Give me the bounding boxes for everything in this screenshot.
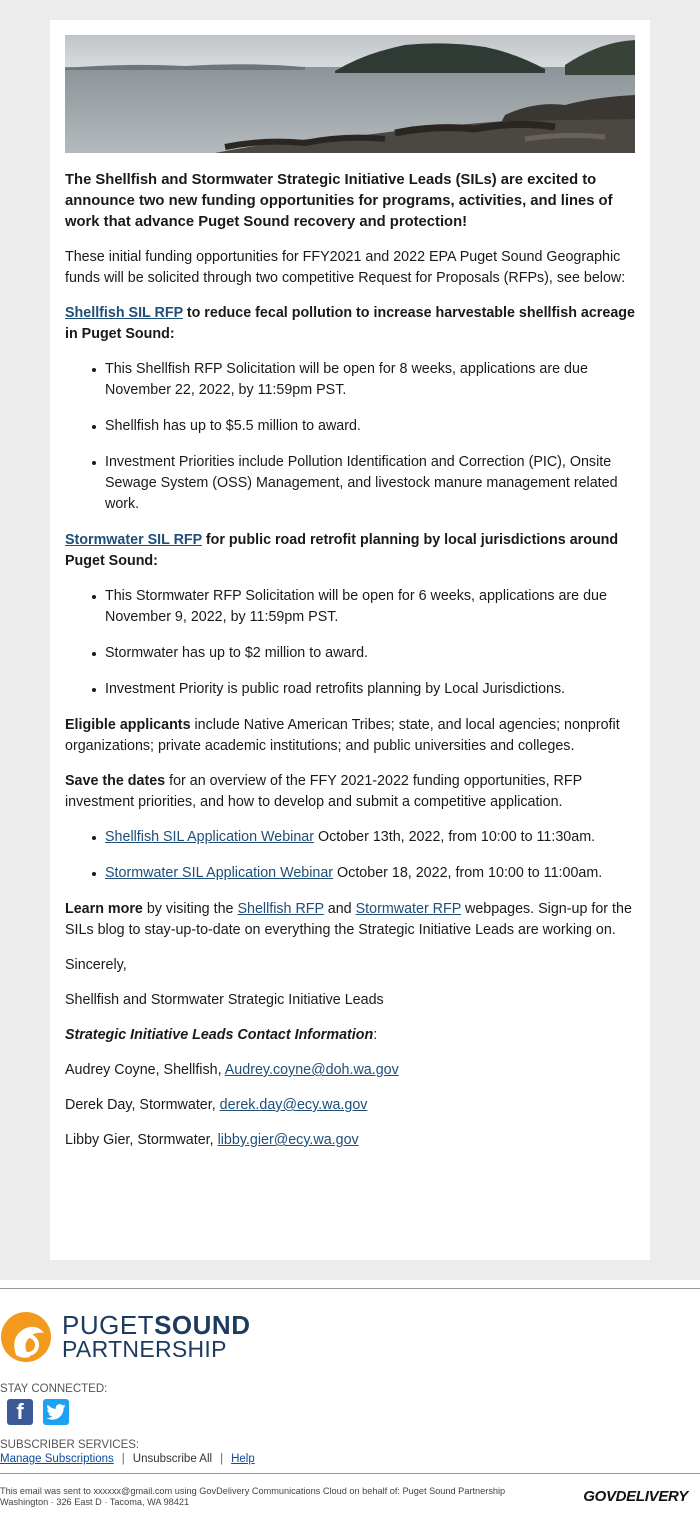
hero-image-shoreline xyxy=(65,35,635,153)
learn-text: by visiting the xyxy=(142,901,238,917)
webinar-date: October 18, 2022, from 10:00 to 11:00am. xyxy=(333,865,603,881)
footer xyxy=(0,1288,700,1514)
list-item: This Shellfish RFP Solicitation will be open for 8 weeks, applications are due November 22, 2022, by 11:59pm PST. xyxy=(105,359,635,401)
learn-more-paragraph xyxy=(65,899,635,941)
list-item: Investment Priority is public road retrofits planning by Local Jurisdictions. xyxy=(105,679,635,700)
unsubscribe-all-link[interactable]: Unsubscribe All xyxy=(132,1453,213,1465)
social-links xyxy=(7,1399,700,1425)
stormwater-heading xyxy=(65,530,635,572)
contact-name: Derek Day, Stormwater, xyxy=(65,1097,220,1113)
list-item: This Stormwater RFP Solicitation will be open for 6 weeks, applications are due November 9, 2022, by 11:59pm PST. xyxy=(105,586,635,628)
stormwater-sil-rfp-link[interactable]: Stormwater SIL RFP xyxy=(65,532,202,548)
shellfish-sil-rfp-link[interactable]: Shellfish SIL RFP xyxy=(65,305,183,321)
signoff: Shellfish and Stormwater Strategic Initiative Leads xyxy=(65,992,384,1008)
logo-word-partnership: PARTNERSHIP xyxy=(62,1336,227,1362)
puget-sound-partnership-logo[interactable] xyxy=(0,1311,700,1363)
stay-connected-label: STAY CONNECTED: xyxy=(0,1383,108,1395)
list-item: Stormwater has up to $2 million to award. xyxy=(105,643,635,664)
stormwater-webinar-link[interactable]: Stormwater SIL Application Webinar xyxy=(105,865,334,881)
contact-libby xyxy=(65,1130,635,1151)
contact-heading xyxy=(65,1025,635,1046)
eligible-paragraph xyxy=(65,715,635,757)
govdelivery-logo[interactable] xyxy=(583,1488,688,1505)
twitter-icon[interactable] xyxy=(43,1399,69,1425)
facebook-icon[interactable]: f xyxy=(7,1399,33,1425)
learn-text: webpages. Sign-up for the SILs blog to stay-up-to-date on everything the Strategic Initiative Leads are working on. xyxy=(65,901,632,938)
contact-name: Audrey Coyne, Shellfish, xyxy=(65,1062,225,1078)
stormwater-bullets xyxy=(65,586,635,700)
contact-heading-text: Strategic Initiative Leads Contact Information xyxy=(65,1027,374,1043)
eligible-bold: Eligible applicants xyxy=(65,717,191,733)
save-dates-paragraph xyxy=(65,771,635,813)
manage-subscriptions-link[interactable]: Manage Subscriptions xyxy=(0,1453,114,1465)
contact-name: Libby Gier, Stormwater, xyxy=(65,1132,218,1148)
sincerely: Sincerely, xyxy=(65,957,127,973)
audrey-email-link[interactable]: Audrey.coyne@doh.wa.gov xyxy=(224,1062,399,1078)
separator: | xyxy=(220,1453,224,1465)
shellfish-webinar-link[interactable]: Shellfish SIL Application Webinar xyxy=(105,829,315,845)
contact-audrey xyxy=(65,1060,635,1081)
list-item xyxy=(105,827,635,848)
list-item: Shellfish has up to $5.5 million to award. xyxy=(105,416,635,437)
libby-email-link[interactable]: libby.gier@ecy.wa.gov xyxy=(217,1132,359,1148)
help-link[interactable]: Help xyxy=(231,1453,255,1465)
fine-print xyxy=(0,1474,560,1508)
shellfish-heading-text: to reduce fecal pollution to increase harvestable shellfish acreage in Puget Sound: xyxy=(65,305,635,342)
intro-heading: The Shellfish and Stormwater Strategic Initiative Leads (SILs) are excited to announce two new funding opportunities for programs, activities, and lines of work that advance Puget Sound recovery and protection! xyxy=(65,172,613,230)
separator: | xyxy=(121,1453,125,1465)
fine-print-line: Washington · 326 East D · Tacoma, WA 98421 xyxy=(0,1497,190,1507)
save-bold: Save the dates xyxy=(65,773,166,789)
learn-bold: Learn more xyxy=(65,901,143,917)
fine-print-line: This email was sent to xxxxxx@gmail.com using GovDelivery Communications Cloud on behalf of: Puget Sound Partnership xyxy=(0,1486,506,1496)
govdelivery-text: GOVDELIVERY xyxy=(583,1488,688,1505)
save-text: for an overview of the FFY 2021-2022 funding opportunities, RFP investment priorities, and how to develop and submit a competitive application. xyxy=(65,773,582,810)
footer-divider xyxy=(0,1288,700,1289)
list-item xyxy=(105,863,635,884)
email-card xyxy=(50,20,650,1260)
subscriber-links xyxy=(0,1453,700,1465)
shellfish-heading xyxy=(65,303,635,345)
logo-word-sound: SOUND xyxy=(154,1310,251,1340)
logo-word-puget: PUGET xyxy=(62,1310,155,1340)
list-item: Investment Priorities include Pollution Identification and Correction (PIC), Onsite Sewage System (OSS) Management, and livestock manure management related work. xyxy=(105,452,635,515)
webinar-list xyxy=(65,827,635,884)
stormwater-rfp-link[interactable]: Stormwater RFP xyxy=(355,901,462,917)
stormwater-heading-text: for public road retrofit planning by local jurisdictions around Puget Sound: xyxy=(65,532,619,569)
shellfish-rfp-link[interactable]: Shellfish RFP xyxy=(237,901,324,917)
bottom-bar xyxy=(0,1474,700,1514)
derek-email-link[interactable]: derek.day@ecy.wa.gov xyxy=(219,1097,368,1113)
subscriber-services-label: SUBSCRIBER SERVICES: xyxy=(0,1439,140,1451)
funding-paragraph: These initial funding opportunities for FFY2021 and 2022 EPA Puget Sound Geographic funds will be solicited through two competitive Request for Proposals (RFPs), see below: xyxy=(65,249,626,286)
webinar-date: October 13th, 2022, from 10:00 to 11:30am. xyxy=(314,829,596,845)
eligible-text: include Native American Tribes; state, and local agencies; nonprofit organizations; private academic institutions; and public universities and colleges. xyxy=(65,717,620,754)
logo-text xyxy=(62,1310,251,1362)
contact-colon: : xyxy=(373,1027,378,1043)
partnership-logo-icon xyxy=(0,1311,52,1363)
shellfish-bullets xyxy=(65,359,635,515)
learn-text: and xyxy=(323,901,356,917)
contact-derek xyxy=(65,1095,635,1116)
